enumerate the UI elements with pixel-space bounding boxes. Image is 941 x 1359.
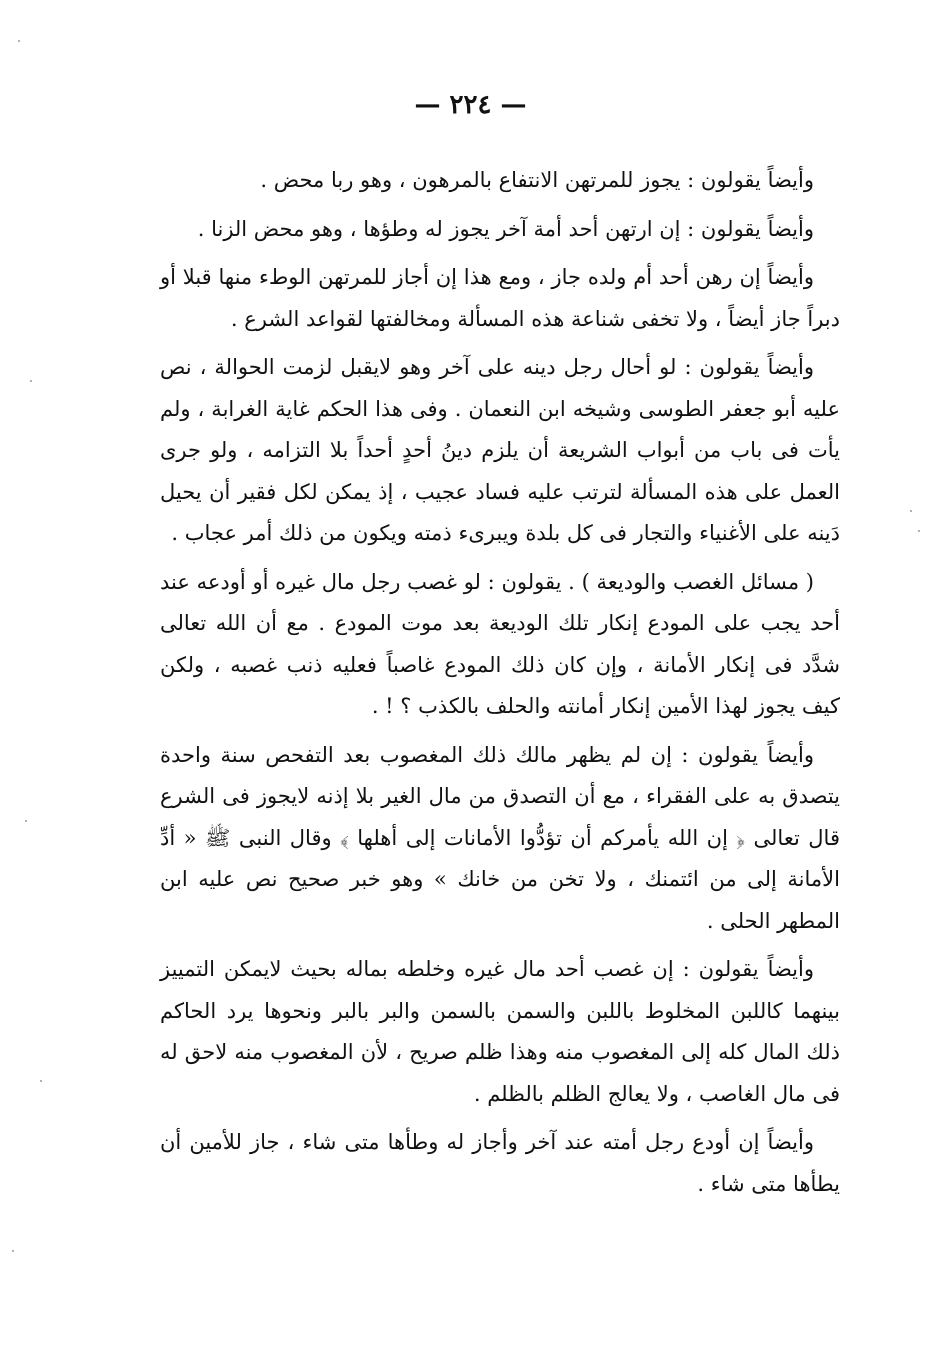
paragraph-8: وأيضاً إن أودع رجل أمته عند آخر وأجاز له وطأها متى شاء ، جاز للأمين أن يطأها متى شاء . (160, 1130, 840, 1196)
paragraph-6: وأيضاً يقولون : إن لم يظهر مالك ذلك المغصوب بعد التفحص سنة واحدة يتصدق به على الفقراء ، مع أن التصدق من مال الغير بلا إذنه لايجوز فى الشرع قال تعالى ﴿ إن الله يأمركم أن تؤدُّوا الأمانات إلى أهلها ﴾ وقال النبى ﷺ « أدِّ الأمانة إلى من ائتمنك ، ولا تخن من خانك » وهو خبر صحيح نص عليه ابن المطهر الحلى . (160, 742, 840, 933)
paragraph-2: وأيضاً يقولون : إن ارتهن أحد أمة آخر يجوز له وطؤها ، وهو محض الزنا . (197, 216, 814, 241)
scan-speck (40, 1080, 42, 1082)
scan-speck (18, 40, 20, 42)
page-number: — ٢٢٤ — (414, 90, 527, 120)
scan-speck (30, 380, 32, 382)
scan-speck (918, 530, 920, 532)
paragraph-4: وأيضاً يقولون : لو أحال رجل دينه على آخر وهو لايقبل لزمت الحوالة ، نص عليه أبو جعفر الطوسى وشيخه ابن النعمان . وفى هذا الحكم غاية الغرابة ، ولم يأت فى باب من أبواب الشريعة أن يلزم دينُ أحدٍ أحداً بلا التزامه ، ولو جرى العمل على هذه المسألة لترتب عليه فساد عجيب ، إذ يمكن لكل فقير أن يحيل دَينه على الأغنياء والتجار فى كل بلدة ويبرىء ذمته ويكون من ذلك أمر عجاب . (160, 355, 840, 545)
paragraph-3: وأيضاً إن رهن أحد أم ولده جاز ، ومع هذا إن أجاز للمرتهن الوطء منها قبلا أو دبراً جاز أيضاً ، ولا تخفى شناعة هذه المسألة ومخالفتها لقواعد الشرع . (160, 265, 840, 331)
scan-speck (12, 1250, 14, 1252)
scan-speck (25, 820, 27, 822)
paragraph-5: ( مسائل الغصب والوديعة ) . يقولون : لو غصب رجل مال غيره أو أودعه عند أحد يجب على المودع إنكار تلك الوديعة بعد موت المودع . مع أن الله تعالى شدَّد فى إنكار الأمانة ، وإن كان ذلك المودع غاصباً فعليه ذنب غصبه ، ولكن كيف يجوز لهذا الأمين إنكار أمانته والحلف بالكذب ؟ ! . (160, 569, 840, 718)
paragraph-7: وأيضاً يقولون : إن غصب أحد مال غيره وخلطه بماله بحيث لايمكن التمييز بينهما كاللبن المخلوط باللبن والسمن بالسمن والبر بالبر ونحوها يرد الحاكم ذلك المال كله إلى المغصوب منه وهذا ظلم صريح ، لأن المغصوب منه لاحق له فى مال الغاصب ، ولا يعالج الظلم بالظلم . (160, 957, 840, 1106)
paragraph-1: وأيضاً يقولون : يجوز للمرتهن الانتفاع بالمرهون ، وهو ربا محض . (260, 168, 814, 192)
scan-speck (910, 510, 912, 512)
body-text (160, 160, 840, 1212)
